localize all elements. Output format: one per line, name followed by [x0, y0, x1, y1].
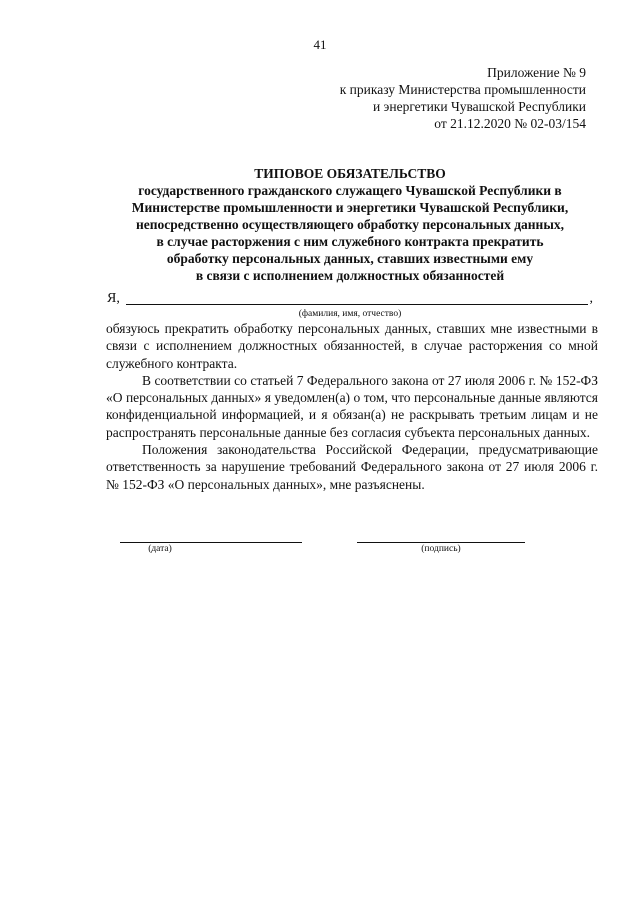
appendix-number: Приложение № 9 — [487, 65, 586, 80]
body-paragraph: обязуюсь прекратить обработку персональных данных, ставших мне известными в связи с исполнением должностных обязанностей, в случае расторжения со мной служебного контракта. — [106, 321, 598, 371]
appendix-ministry-line: и энергетики Чувашской Республики — [372, 99, 586, 114]
name-field-hint: (фамилия, имя, отчество) — [298, 309, 402, 319]
title-line: обработку персональных данных, ставших известными ему — [166, 251, 534, 266]
page-number: 41 — [313, 37, 327, 52]
signature-caption: (подпись) — [421, 544, 461, 554]
date-blank-line — [120, 541, 302, 543]
title-line: непосредственно осуществляющего обработку персональных данных, — [135, 217, 564, 232]
body-paragraph: В соответствии со статьей 7 Федерального закона от 27 июля 2006 г. № 152-ФЗ «О персональных данных» я уведомлен(а) о том, что персональные данные являются конфиденциальной информацией, и я обязан(а) не раскрывать третьим лицам и не распространять персональные данные без согласия субъекта персональных данных. — [106, 372, 598, 440]
title-line: государственного гражданского служащего Чувашской Республики в — [138, 183, 562, 198]
pledge-prefix: Я, — [107, 291, 120, 306]
appendix-header — [340, 64, 586, 132]
appendix-date-line: от 21.12.2020 № 02-03/154 — [434, 116, 586, 131]
signature-blank-line — [357, 541, 525, 543]
name-fill-line — [107, 291, 602, 308]
date-caption: (дата) — [148, 544, 172, 554]
document-title — [90, 165, 610, 284]
appendix-order-line: к приказу Министерства промышленности — [339, 82, 586, 97]
title-heading: ТИПОВОЕ ОБЯЗАТЕЛЬСТВО — [254, 166, 446, 181]
name-blank — [126, 304, 588, 305]
title-line: в связи с исполнением должностных обязанностей — [195, 268, 505, 283]
document-body — [106, 320, 598, 493]
pledge-suffix: , — [589, 291, 593, 306]
title-line: Министерстве промышленности и энергетики Чувашской Республики, — [131, 200, 569, 215]
title-line: в случае расторжения с ним служебного контракта прекратить — [156, 234, 544, 249]
body-paragraph: Положения законодательства Российской Федерации, предусматривающие ответственность за нарушение требований Федерального закона от 27 июля 2006 г. № 152-ФЗ «О персональных данных», мне разъяснены. — [106, 442, 598, 492]
